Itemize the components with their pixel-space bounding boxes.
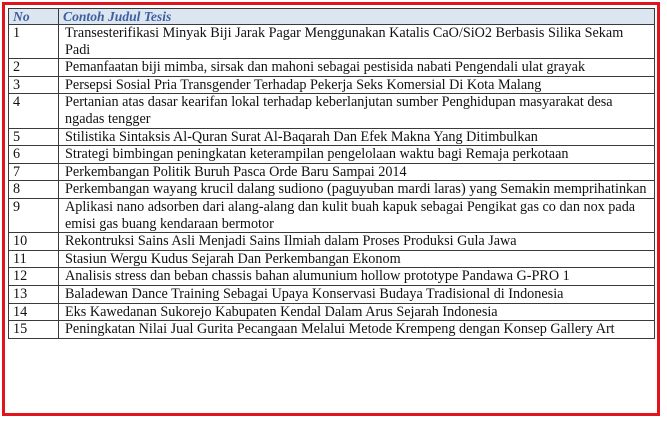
thesis-title: Rekontruksi Sains Asli Menjadi Sains Ilmiah dalam Proses Produksi Gula Jawa — [59, 233, 655, 251]
row-number: 4 — [9, 94, 59, 128]
table-row — [9, 94, 655, 128]
table-header-row — [9, 9, 655, 25]
table-row — [9, 268, 655, 286]
row-number: 14 — [9, 303, 59, 321]
table-row — [9, 198, 655, 232]
thesis-title: Peningkatan Nilai Jual Gurita Pecangaan Melalui Metode Krempeng dengan Konsep Gallery Art — [59, 321, 655, 339]
thesis-title-table — [8, 8, 655, 339]
row-number: 3 — [9, 76, 59, 94]
table-row — [9, 181, 655, 199]
row-number: 10 — [9, 233, 59, 251]
document-frame — [2, 2, 660, 416]
row-number: 8 — [9, 181, 59, 199]
row-number: 12 — [9, 268, 59, 286]
thesis-title: Pemanfaatan biji mimba, sirsak dan mahoni sebagai pestisida nabati Pengendali ulat grayak — [59, 59, 655, 77]
table-row — [9, 233, 655, 251]
row-number: 2 — [9, 59, 59, 77]
row-number: 7 — [9, 163, 59, 181]
thesis-title: Persepsi Sosial Pria Transgender Terhadap Pekerja Seks Komersial Di Kota Malang — [59, 76, 655, 94]
table-row — [9, 146, 655, 164]
thesis-title: Pertanian atas dasar kearifan lokal terhadap keberlanjutan sumber Penghidupan masyarakat desa ngadas tengger — [59, 94, 655, 128]
thesis-title: Perkembangan Politik Buruh Pasca Orde Baru Sampai 2014 — [59, 163, 655, 181]
row-number: 1 — [9, 25, 59, 59]
table-row — [9, 25, 655, 59]
thesis-title: Eks Kawedanan Sukorejo Kabupaten Kendal Dalam Arus Sejarah Indonesia — [59, 303, 655, 321]
thesis-title: Perkembangan wayang krucil dalang sudiono (paguyuban mardi laras) yang Semakin memprihatinkan — [59, 181, 655, 199]
row-number: 9 — [9, 198, 59, 232]
table-body — [9, 25, 655, 339]
row-number: 13 — [9, 285, 59, 303]
table-row — [9, 250, 655, 268]
header-title: Contoh Judul Tesis — [59, 9, 655, 25]
thesis-title: Stilistika Sintaksis Al-Quran Surat Al-Baqarah Dan Efek Makna Yang Ditimbulkan — [59, 128, 655, 146]
row-number: 5 — [9, 128, 59, 146]
table-row — [9, 303, 655, 321]
thesis-title: Aplikasi nano adsorben dari alang-alang dan kulit buah kapuk sebagai Pengikat gas co dan nox pada emisi gas buang kendaraan bermotor — [59, 198, 655, 232]
table-row — [9, 163, 655, 181]
row-number: 11 — [9, 250, 59, 268]
thesis-title: Strategi bimbingan peningkatan keterampilan pengelolaan waktu bagi Remaja perkotaan — [59, 146, 655, 164]
table-row — [9, 59, 655, 77]
row-number: 15 — [9, 321, 59, 339]
thesis-title: Analisis stress dan beban chassis bahan alumunium hollow prototype Pandawa G-PRO 1 — [59, 268, 655, 286]
header-no: No — [9, 9, 59, 25]
table-row — [9, 321, 655, 339]
table-row — [9, 128, 655, 146]
table-row — [9, 285, 655, 303]
thesis-title: Stasiun Wergu Kudus Sejarah Dan Perkembangan Ekonom — [59, 250, 655, 268]
thesis-title: Baladewan Dance Training Sebagai Upaya Konservasi Budaya Tradisional di Indonesia — [59, 285, 655, 303]
table-row — [9, 76, 655, 94]
row-number: 6 — [9, 146, 59, 164]
thesis-title: Transesterifikasi Minyak Biji Jarak Pagar Menggunakan Katalis CaO/SiO2 Berbasis Silika Sekam Padi — [59, 25, 655, 59]
